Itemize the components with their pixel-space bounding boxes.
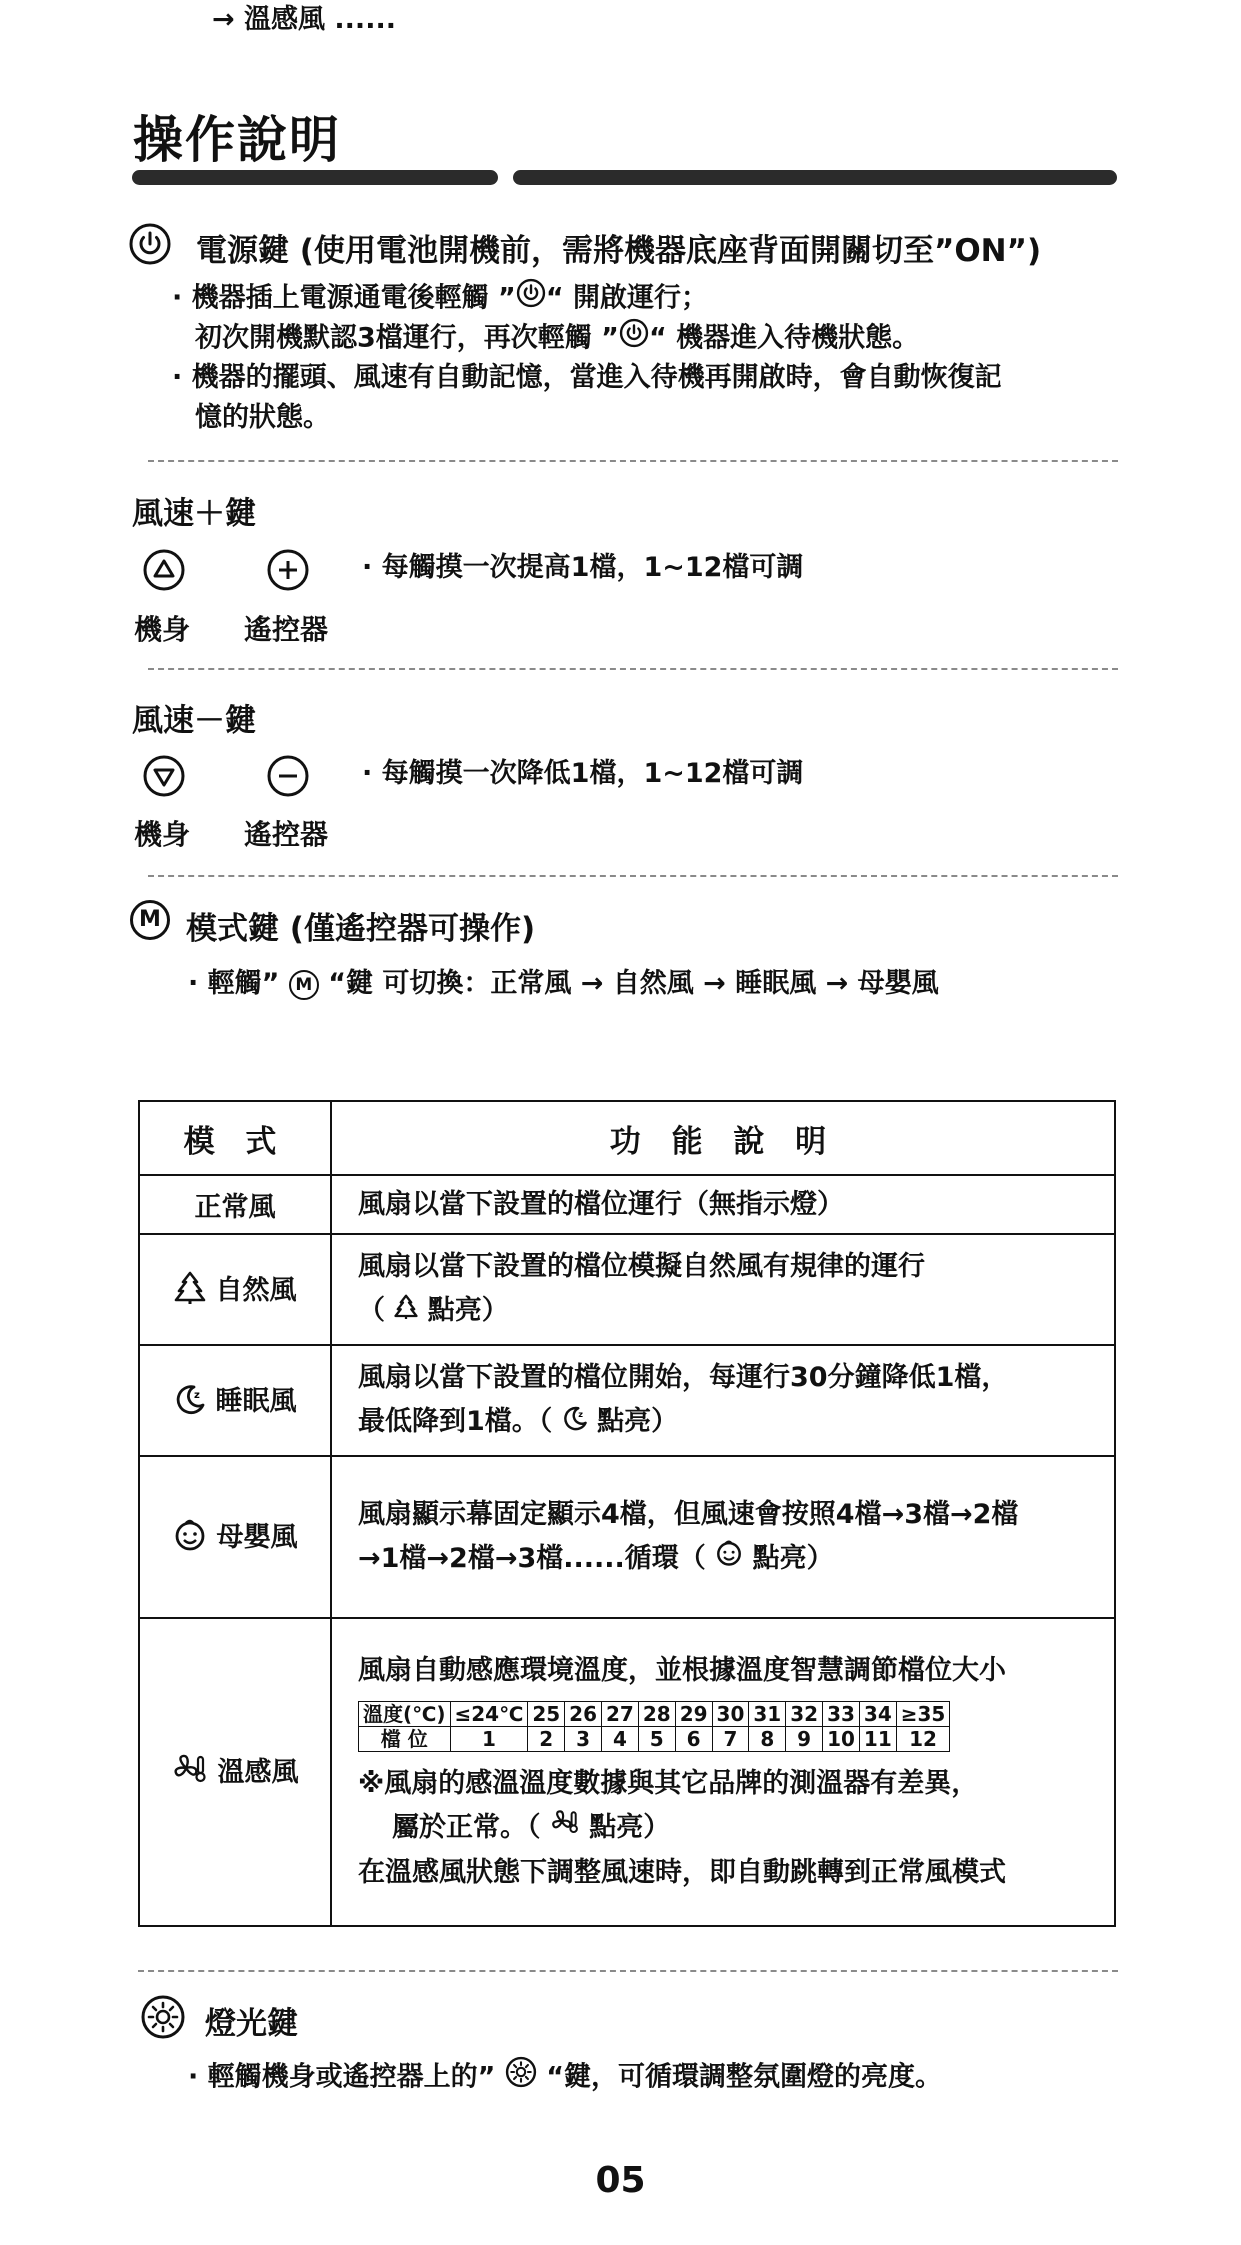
temp-cell: 31 xyxy=(749,1702,786,1727)
moon-icon xyxy=(562,1401,588,1445)
level-cell: 10 xyxy=(823,1727,860,1752)
temp-cell: 29 xyxy=(675,1702,712,1727)
mode-desc-line2: （ 點亮） xyxy=(358,1289,1088,1334)
mode-name: 母嬰風 xyxy=(216,1522,298,1553)
baby-face-icon xyxy=(173,1518,207,1559)
level-row xyxy=(359,1727,950,1752)
level-cell: 7 xyxy=(712,1727,749,1752)
level-cell: 1 xyxy=(450,1727,528,1752)
power-icon xyxy=(619,318,649,360)
mode-desc: 風扇顯示幕固定顯示4檔，但風速會按照4檔→3檔→2檔 xyxy=(358,1498,1019,1530)
temp-cell: 34 xyxy=(859,1702,896,1727)
mode-note-2: 屬於正常。（ 點亮） xyxy=(358,1806,1088,1851)
mode-desc: 風扇以當下設置的檔位模擬自然風有規律的運行 xyxy=(358,1251,925,1283)
svg-text:z: z xyxy=(193,1390,200,1401)
tree-icon xyxy=(394,1290,418,1334)
divider xyxy=(148,875,1118,877)
level-cell: 4 xyxy=(602,1727,639,1752)
speed-up-heading: 風速＋鍵 xyxy=(132,496,256,532)
fan-thermo-icon xyxy=(172,1753,208,1794)
temperature-level-table xyxy=(358,1701,950,1752)
mode-desc: 風扇以當下設置的檔位運行（無指示燈） xyxy=(331,1175,1115,1234)
temp-cell: 30 xyxy=(712,1702,749,1727)
plus-icon xyxy=(266,548,310,596)
light-icon xyxy=(140,1994,186,2044)
table-row xyxy=(139,1175,1115,1234)
mode-desc-line2: →1檔→2檔→3檔......循環（ 點亮） xyxy=(358,1537,1088,1582)
title-underline-left xyxy=(132,170,498,185)
mode-bullet-2: → 溫感風 ...... xyxy=(212,4,396,35)
mode-heading: 模式鍵 (僅遙控器可操作) xyxy=(186,911,536,947)
light-icon xyxy=(505,2056,537,2100)
table-row xyxy=(139,1345,1115,1456)
level-cell: 5 xyxy=(638,1727,675,1752)
page-number: 05 xyxy=(595,2160,646,2201)
label-remote: 遙控器 xyxy=(244,613,329,646)
temp-cell: 26 xyxy=(565,1702,602,1727)
mode-name: 溫感風 xyxy=(217,1757,299,1788)
mode-note-3: 在溫感風狀態下調整風速時，即自動跳轉到正常風模式 xyxy=(358,1856,1006,1888)
minus-icon xyxy=(266,754,310,802)
power-icon xyxy=(516,278,546,320)
speed-down-desc: · 每觸摸一次降低1檔，1~12檔可調 xyxy=(362,758,804,789)
mode-desc-line2: 最低降到1檔。（ z 點亮） xyxy=(358,1400,1088,1445)
fan-thermo-icon xyxy=(550,1807,580,1851)
mode-desc: 風扇以當下設置的檔位開始，每運行30分鐘降低1檔， xyxy=(358,1362,1009,1394)
temp-cell: 33 xyxy=(823,1702,860,1727)
tree-icon xyxy=(174,1271,206,1312)
temp-row-label: 溫度(℃) xyxy=(359,1702,451,1727)
temp-cell: 27 xyxy=(602,1702,639,1727)
power-icon xyxy=(128,222,172,270)
temp-cell: 25 xyxy=(528,1702,565,1727)
table-header-desc: 功 能 說 明 xyxy=(331,1101,1115,1175)
mode-note: ※風扇的感溫溫度數據與其它品牌的測溫器有差異， xyxy=(358,1768,979,1800)
title-underline-right xyxy=(513,170,1117,185)
speed-down-heading: 風速－鍵 xyxy=(132,703,256,739)
divider xyxy=(138,1970,1118,1972)
triangle-down-icon xyxy=(142,754,186,802)
level-cell: 12 xyxy=(896,1727,950,1752)
power-heading: 電源鍵 (使用電池開機前，需將機器底座背面開關切至”ON”) xyxy=(196,233,1042,269)
level-cell: 3 xyxy=(565,1727,602,1752)
table-row xyxy=(139,1618,1115,1926)
level-cell: 9 xyxy=(786,1727,823,1752)
level-cell: 8 xyxy=(749,1727,786,1752)
label-body: 機身 xyxy=(134,613,191,646)
mode-name: 睡眠風 xyxy=(215,1386,297,1417)
moon-icon xyxy=(174,1383,206,1422)
level-cell: 6 xyxy=(675,1727,712,1752)
temp-cell: ≥35 xyxy=(896,1702,950,1727)
temp-row xyxy=(359,1702,950,1727)
temp-cell: 32 xyxy=(786,1702,823,1727)
table-header-mode: 模 式 xyxy=(139,1101,331,1175)
divider xyxy=(148,460,1118,462)
table-row xyxy=(139,1234,1115,1345)
power-bullet-2a: · 機器的擺頭、風速有自動記憶，當進入待機再開啟時，會自動恢復記 xyxy=(172,362,1002,393)
mode-m-icon: M xyxy=(130,900,170,940)
triangle-up-icon xyxy=(142,548,186,596)
level-row-label: 檔 位 xyxy=(359,1727,451,1752)
power-bullet-1b: 初次開機默認3檔運行，再次輕觸 ” “ 機器進入待機狀態。 xyxy=(195,318,919,360)
mode-bullet-1: · 輕觸” M “鍵 可切換：正常風 → 自然風 → 睡眠風 → 母嬰風 xyxy=(188,968,939,999)
mode-m-icon: M xyxy=(289,970,319,1000)
light-heading: 燈光鍵 xyxy=(205,2006,298,2042)
page-title: 操作說明 xyxy=(133,111,341,169)
level-cell: 2 xyxy=(528,1727,565,1752)
svg-text:z: z xyxy=(577,1408,583,1419)
mode-desc: 風扇自動感應環境溫度，並根據溫度智慧調節檔位大小 xyxy=(358,1655,1006,1687)
divider xyxy=(148,668,1118,670)
mode-name: 正常風 xyxy=(139,1175,331,1234)
level-cell: 11 xyxy=(859,1727,896,1752)
temp-cell: 28 xyxy=(638,1702,675,1727)
table-row xyxy=(139,1456,1115,1618)
mode-name: 自然風 xyxy=(215,1274,297,1306)
temp-cell: ≤24℃ xyxy=(450,1702,528,1727)
mode-table xyxy=(138,1100,1116,1927)
speed-up-desc: · 每觸摸一次提高1檔，1~12檔可調 xyxy=(362,552,804,583)
label-remote: 遙控器 xyxy=(244,818,329,851)
light-bullet: · 輕觸機身或遙控器上的” “鍵，可循環調整氛圍燈的亮度。 xyxy=(188,2056,942,2100)
power-bullet-1a: · 機器插上電源通電後輕觸 ” “ 開啟運行； xyxy=(172,278,708,320)
power-bullet-2b: 憶的狀態。 xyxy=(195,402,330,433)
table-header-row xyxy=(139,1101,1115,1175)
label-body: 機身 xyxy=(134,818,191,851)
baby-face-icon xyxy=(715,1537,743,1581)
